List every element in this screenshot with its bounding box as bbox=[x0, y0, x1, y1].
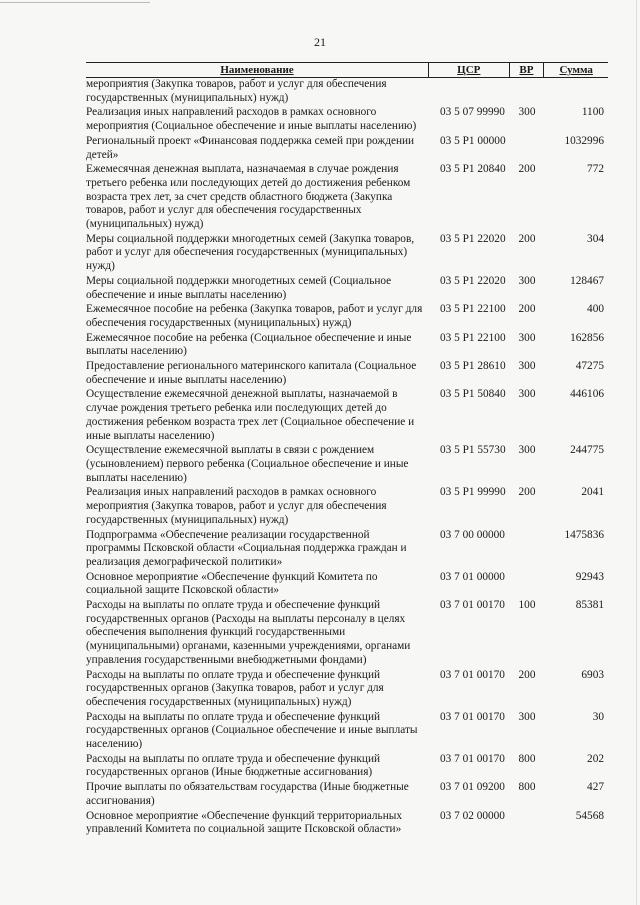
cell-vr bbox=[510, 78, 544, 105]
cell-csr: 03 7 01 00170 bbox=[440, 599, 505, 612]
table-row bbox=[86, 106, 608, 133]
table-row bbox=[86, 599, 608, 668]
cell-csr: 03 7 01 00170 bbox=[440, 710, 505, 723]
table-body bbox=[86, 78, 608, 837]
budget-table bbox=[86, 62, 608, 837]
table-row bbox=[86, 529, 608, 570]
header-sum: Сумма bbox=[543, 63, 608, 77]
table-row bbox=[86, 332, 608, 359]
cell-vr: 200 bbox=[518, 668, 536, 681]
cell-name: Предоставление регионального материнского капитала (Социальное обеспечение и иные выплаты населению) bbox=[86, 360, 417, 386]
cell-sum: 202 bbox=[587, 752, 604, 765]
cell-vr: 200 bbox=[518, 163, 536, 176]
cell-name: Ежемесячная денежная выплата, назначаемая в случае рождения третьего ребенка или последующих детей до достижения ребенком возраста трех лет, за счет средств областного бюджета (Закупка товаров, работ и услуг для обеспечения государственных (муниципальных) нужд) bbox=[86, 163, 411, 231]
cell-csr: 03 5 Р1 99990 bbox=[440, 486, 506, 499]
cell-sum: 85381 bbox=[575, 599, 604, 612]
cell-name: Расходы на выплаты по оплате труда и обеспечение функций государственных органов (Расходы на выплаты персоналу в целях обеспечения выполнения функций государственными (муниципальными) органами, казенными учреждениями, органами управления государственными внебюджетными фондами) bbox=[86, 599, 411, 666]
cell-sum: 54568 bbox=[575, 809, 604, 822]
table-row bbox=[86, 571, 608, 598]
cell-name: мероприятия (Закупка товаров, работ и услуг для обеспечения государственных (муниципальных) нужд) bbox=[86, 78, 387, 104]
table-row bbox=[86, 233, 608, 274]
cell-sum bbox=[544, 78, 608, 105]
cell-sum: 400 bbox=[587, 303, 604, 316]
cell-csr: 03 5 Р1 00000 bbox=[440, 134, 506, 147]
table-row bbox=[86, 711, 608, 752]
cell-csr: 03 5 Р1 50840 bbox=[440, 388, 506, 401]
cell-sum: 772 bbox=[587, 163, 604, 176]
cell-vr: 300 bbox=[518, 106, 536, 119]
cell-sum: 128467 bbox=[570, 274, 604, 287]
cell-sum: 2041 bbox=[581, 486, 604, 499]
cell-sum: 92943 bbox=[575, 570, 604, 583]
cell-csr: 03 5 07 99990 bbox=[440, 106, 505, 119]
cell-vr: 800 bbox=[518, 781, 536, 794]
cell-vr: 200 bbox=[518, 486, 536, 499]
cell-sum: 1100 bbox=[581, 106, 604, 119]
table-header bbox=[86, 63, 608, 78]
table-row bbox=[86, 78, 608, 105]
cell-csr: 03 5 Р1 22100 bbox=[440, 331, 506, 344]
cell-name: Прочие выплаты по обязательствам государства (Иные бюджетные ассигнования) bbox=[86, 781, 409, 807]
table-row bbox=[86, 753, 608, 780]
cell-name: Подпрограмма «Обеспечение реализации государственной программы Псковской области «Социальная поддержка граждан и реализация демографической политики» bbox=[86, 528, 407, 568]
cell-sum: 30 bbox=[592, 710, 604, 723]
cell-vr: 300 bbox=[518, 274, 536, 287]
cell-name: Меры социальной поддержки многодетных семей (Социальное обеспечение и иные выплаты населению) bbox=[86, 274, 392, 301]
cell-name: Расходы на выплаты по оплате труда и обеспечение функций государственных органов (Закупка товаров, работ и услуг для обеспечения государственных (муниципальных) нужд) bbox=[86, 668, 384, 708]
cell-vr bbox=[510, 135, 544, 162]
cell-csr: 03 5 Р1 55730 bbox=[440, 444, 506, 457]
table-row bbox=[86, 781, 608, 808]
cell-name: Реализация иных направлений расходов в рамках основного мероприятия (Социальное обеспечение и иные выплаты населению) bbox=[86, 106, 417, 133]
scan-edge-right bbox=[636, 0, 637, 905]
table-row bbox=[86, 135, 608, 162]
cell-sum: 47275 bbox=[575, 360, 604, 373]
cell-name: Основное мероприятие «Обеспечение функций территориальных управлений Комитета по социальной защите Псковской области» bbox=[86, 809, 402, 836]
cell-csr: 03 7 00 00000 bbox=[440, 528, 505, 541]
table-row bbox=[86, 360, 608, 387]
cell-csr: 03 7 01 00170 bbox=[440, 668, 505, 681]
cell-sum: 1475836 bbox=[564, 528, 604, 541]
cell-name: Осуществление ежемесячной денежной выплаты, назначаемой в случае рождения третьего ребенка или последующих детей до достижения ребенком возраста трех лет (Социальное обеспечение и иные выплаты населению) bbox=[86, 388, 415, 442]
scan-edge-top bbox=[0, 2, 150, 3]
cell-csr: 03 5 Р1 22100 bbox=[440, 303, 506, 316]
cell-vr bbox=[510, 810, 544, 837]
cell-sum: 304 bbox=[587, 232, 604, 245]
cell-vr: 200 bbox=[518, 303, 536, 316]
cell-csr: 03 5 Р1 22020 bbox=[440, 274, 506, 287]
table-row bbox=[86, 163, 608, 232]
cell-sum: 1032996 bbox=[564, 134, 604, 147]
cell-csr: 03 7 02 00000 bbox=[440, 809, 505, 822]
cell-csr: 03 7 01 00170 bbox=[440, 752, 505, 765]
cell-sum: 427 bbox=[587, 781, 604, 794]
cell-name: Расходы на выплаты по оплате труда и обеспечение функций государственных органов (Иные бюджетные ассигнования) bbox=[86, 752, 381, 779]
cell-vr: 300 bbox=[518, 360, 536, 373]
cell-name: Региональный проект «Финансовая поддержка семей при рождении детей» bbox=[86, 134, 415, 161]
cell-name: Ежемесячное пособие на ребенка (Закупка товаров, работ и услуг для обеспечения государственных (муниципальных) нужд) bbox=[86, 303, 423, 329]
table-row bbox=[86, 388, 608, 443]
cell-vr: 100 bbox=[518, 599, 536, 612]
cell-sum: 446106 bbox=[570, 388, 604, 401]
cell-name: Меры социальной поддержки многодетных семей (Закупка товаров, работ и услуг для обеспечения государственных (муниципальных) нужд) bbox=[86, 232, 415, 273]
cell-name: Ежемесячное пособие на ребенка (Социальное обеспечение и иные выплаты населению) bbox=[86, 331, 412, 358]
cell-vr: 300 bbox=[518, 388, 536, 401]
cell-name: Осуществление ежемесячной выплаты в связи с рождением (усыновлением) первого ребенка (Социальное обеспечение и иные выплаты населению) bbox=[86, 444, 409, 484]
cell-vr bbox=[510, 571, 544, 598]
table-row bbox=[86, 275, 608, 302]
table-row bbox=[86, 669, 608, 710]
table-row bbox=[86, 444, 608, 485]
cell-name: Расходы на выплаты по оплате труда и обеспечение функций государственных органов (Социальное обеспечение и иные выплаты населению) bbox=[86, 710, 418, 751]
page-number: 21 bbox=[314, 35, 326, 49]
header-csr: ЦСР bbox=[428, 63, 509, 77]
cell-sum: 162856 bbox=[570, 331, 604, 344]
cell-vr bbox=[510, 529, 544, 570]
cell-sum: 6903 bbox=[581, 668, 604, 681]
header-vr: ВР bbox=[509, 63, 544, 77]
table-row bbox=[86, 303, 608, 330]
cell-csr: 03 5 Р1 22020 bbox=[440, 232, 506, 245]
cell-csr: 03 7 01 00000 bbox=[440, 570, 505, 583]
table-row bbox=[86, 486, 608, 527]
cell-csr bbox=[430, 78, 510, 105]
table-row bbox=[86, 810, 608, 837]
cell-vr: 300 bbox=[518, 710, 536, 723]
cell-name: Реализация иных направлений расходов в рамках основного мероприятия (Закупка товаров, работ и услуг для обеспечения государственных (муниципальных) нужд) bbox=[86, 486, 387, 526]
cell-csr: 03 5 Р1 28610 bbox=[440, 360, 506, 373]
cell-sum: 244775 bbox=[570, 444, 604, 457]
cell-vr: 200 bbox=[518, 232, 536, 245]
header-name: Наименование bbox=[220, 64, 294, 76]
cell-vr: 300 bbox=[518, 331, 536, 344]
cell-name: Основное мероприятие «Обеспечение функций Комитета по социальной защите Псковской области» bbox=[86, 570, 378, 597]
cell-csr: 03 5 Р1 20840 bbox=[440, 163, 506, 176]
cell-csr: 03 7 01 09200 bbox=[440, 781, 505, 794]
cell-vr: 300 bbox=[518, 444, 536, 457]
cell-vr: 800 bbox=[518, 752, 536, 765]
